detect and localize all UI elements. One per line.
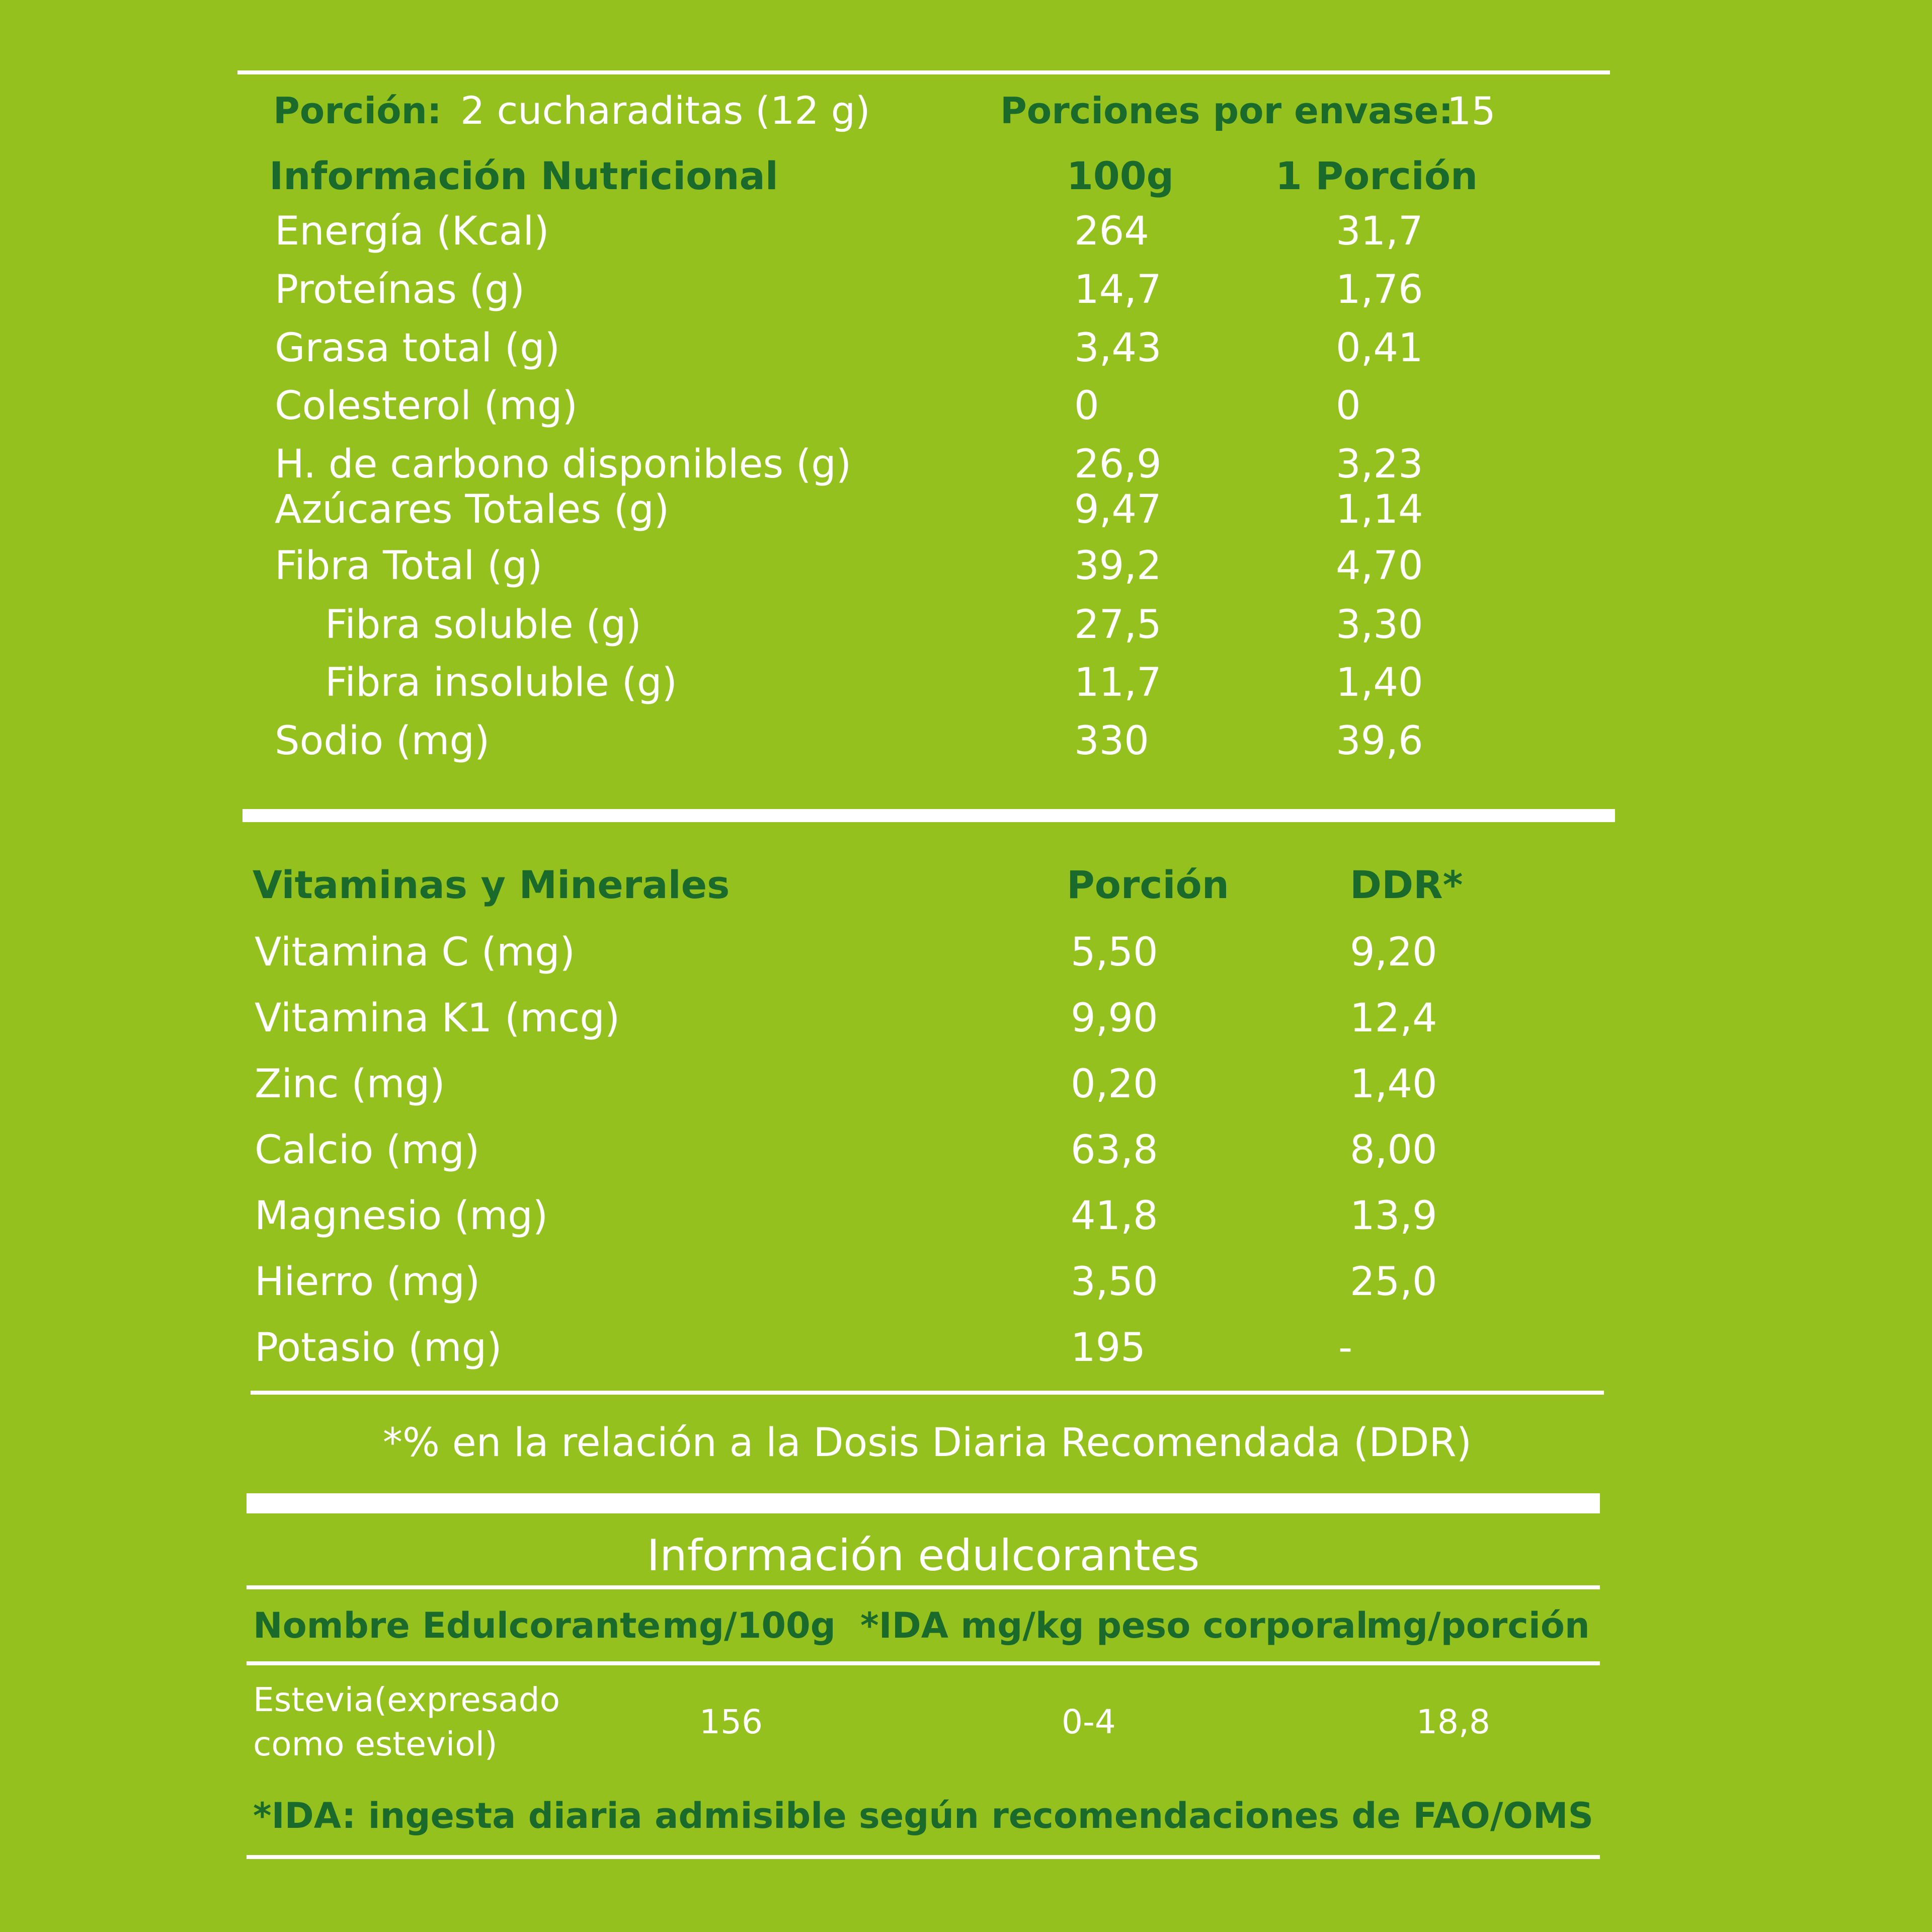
nutrition-row-portion: 3,30: [1336, 602, 1423, 648]
vitamin-row-label: Magnesio (mg): [255, 1193, 548, 1239]
vitamin-row-ddr: 8,00: [1350, 1128, 1437, 1173]
serving-label: Porción:: [273, 90, 442, 132]
servings-per-container-value: 15: [1447, 89, 1496, 133]
nutrition-row-label: Proteínas (g): [275, 267, 525, 312]
vitamin-row-portion: 5,50: [1071, 930, 1158, 975]
nutrition-row-100g: 9,47: [1074, 487, 1162, 532]
vitamin-row-label: Potasio (mg): [255, 1325, 502, 1371]
vitamin-row-portion: 41,8: [1071, 1193, 1158, 1239]
sweetener-col-name: Nombre Edulcorante: [253, 1605, 661, 1646]
sweetener-name-line1: Estevia(expresado: [253, 1680, 560, 1719]
nutrition-row-label: Fibra Total (g): [275, 543, 543, 589]
vitamin-row-portion: 0,20: [1071, 1062, 1158, 1107]
nutrition-row-label: Sodio (mg): [275, 718, 490, 764]
nutrition-col-100g: 100g: [1067, 153, 1174, 198]
nutrition-row-100g: 264: [1074, 209, 1149, 254]
vitamins-bottom-rule: [251, 1391, 1604, 1395]
vitamin-row-ddr: 12,4: [1350, 996, 1437, 1041]
vitamin-row-ddr: 13,9: [1350, 1193, 1437, 1239]
vitamin-row-ddr: 9,20: [1350, 930, 1437, 975]
ida-footnote: *IDA: ingesta diaria admisible según recomendaciones de FAO/OMS: [253, 1795, 1594, 1836]
nutrition-row-100g: 3,43: [1074, 326, 1162, 371]
sweetener-divider: [247, 1493, 1600, 1513]
nutrition-row-portion: 0: [1336, 383, 1361, 429]
nutrition-row-portion: 4,70: [1336, 543, 1423, 589]
nutrition-title: Información Nutricional: [269, 153, 778, 198]
vitamin-row-label: Zinc (mg): [255, 1062, 445, 1107]
nutrition-row-100g: 14,7: [1074, 267, 1162, 312]
vitamin-row-ddr: 25,0: [1350, 1259, 1437, 1305]
nutrition-row-label: Azúcares Totales (g): [275, 487, 670, 532]
nutrition-row-100g: 0: [1074, 383, 1099, 429]
nutrition-col-portion: 1 Porción: [1275, 153, 1478, 198]
sweetener-ida-value: 0-4: [1062, 1703, 1116, 1741]
sweetener-col-mgportion: mg/porción: [1366, 1605, 1590, 1646]
section-divider: [243, 809, 1615, 822]
servings-per-container-label: Porciones por envase:: [1000, 90, 1454, 132]
top-rule: [237, 70, 1610, 74]
vitamin-row-label: Vitamina C (mg): [255, 930, 575, 975]
nutrition-row-portion: 39,6: [1336, 718, 1423, 764]
nutrition-row-portion: 1,40: [1336, 660, 1423, 705]
bottom-rule: [247, 1855, 1600, 1859]
nutrition-row-label: H. de carbono disponibles (g): [275, 442, 852, 487]
vitamin-row-label: Calcio (mg): [255, 1128, 480, 1173]
nutrition-row-label: Fibra insoluble (g): [325, 660, 677, 705]
nutrition-row-100g: 330: [1074, 718, 1149, 764]
vitamin-row-portion: 9,90: [1071, 996, 1158, 1041]
nutrition-row-portion: 1,76: [1336, 267, 1423, 312]
vitamin-row-ddr: 1,40: [1350, 1062, 1437, 1107]
nutrition-row-100g: 39,2: [1074, 543, 1162, 589]
sweetener-mgportion-value: 18,8: [1416, 1703, 1490, 1741]
nutrition-row-label: Grasa total (g): [275, 326, 560, 371]
vitamins-col-ddr: DDR*: [1350, 862, 1463, 907]
nutrition-row-portion: 31,7: [1336, 209, 1423, 254]
sweeteners-title: Información edulcorantes: [647, 1531, 1200, 1581]
vitamins-title: Vitaminas y Minerales: [253, 862, 730, 907]
vitamin-row-portion: 3,50: [1071, 1259, 1158, 1305]
vitamin-row-ddr: -: [1338, 1325, 1353, 1371]
nutrition-row-100g: 26,9: [1074, 442, 1162, 487]
vitamin-row-label: Vitamina K1 (mcg): [255, 996, 620, 1041]
sweeteners-header-bottom-rule: [247, 1661, 1600, 1665]
vitamins-col-portion: Porción: [1067, 862, 1229, 907]
nutrition-row-portion: 1,14: [1336, 487, 1423, 532]
sweetener-col-ida: *IDA mg/kg peso corporal: [860, 1605, 1368, 1646]
vitamin-row-portion: 195: [1071, 1325, 1146, 1371]
nutrition-row-label: Colesterol (mg): [275, 383, 578, 429]
vitamin-row-portion: 63,8: [1071, 1128, 1158, 1173]
serving-value: 2 cucharaditas (12 g): [460, 88, 870, 133]
sweetener-mg100-value: 156: [699, 1703, 763, 1741]
nutrition-row-label: Fibra soluble (g): [325, 602, 641, 648]
nutrition-row-portion: 3,23: [1336, 442, 1423, 487]
vitamin-row-label: Hierro (mg): [255, 1259, 480, 1305]
sweeteners-header-top-rule: [247, 1585, 1600, 1589]
nutrition-row-label: Energía (Kcal): [275, 209, 549, 254]
sweetener-name-line2: como esteviol): [253, 1725, 498, 1763]
nutrition-row-100g: 11,7: [1074, 660, 1162, 705]
nutrition-row-portion: 0,41: [1336, 326, 1423, 371]
sweetener-col-mg100: mg/100g: [662, 1605, 836, 1646]
nutrition-row-100g: 27,5: [1074, 602, 1162, 648]
ddr-footnote: *% en la relación a la Dosis Diaria Recomendada (DDR): [382, 1420, 1472, 1466]
